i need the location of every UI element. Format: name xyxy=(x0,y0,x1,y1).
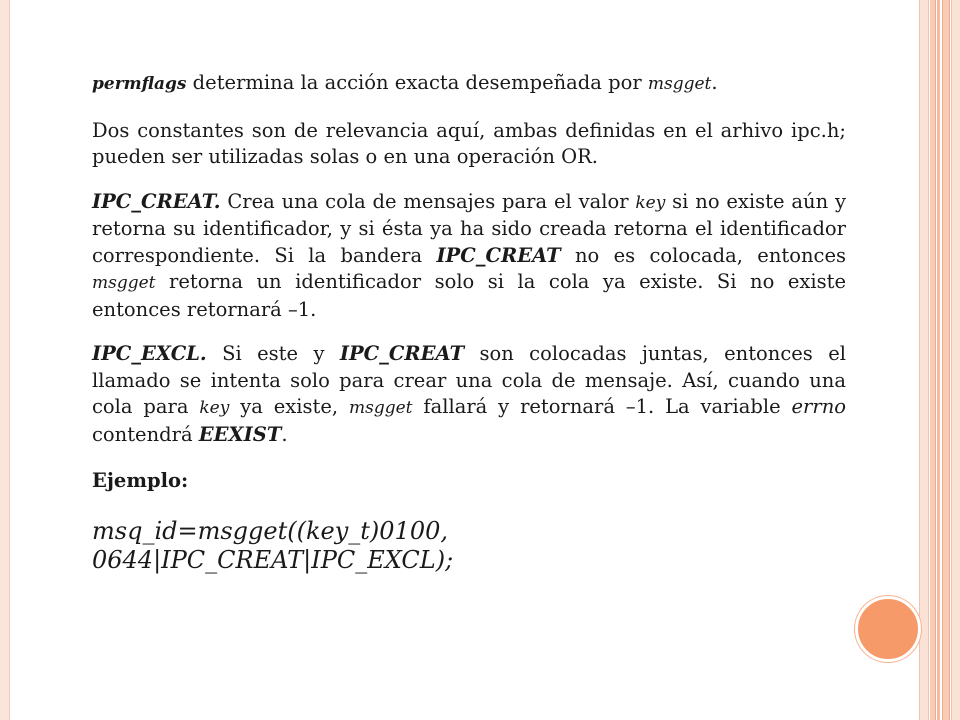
err-eexist: EEXIST xyxy=(198,422,282,446)
paragraph-permflags: permflags determina la acción exacta desempeñada por msgget. xyxy=(92,71,718,94)
func-msgget: msgget xyxy=(647,74,712,94)
decorative-circle xyxy=(855,596,921,662)
flag-ipc-creat: IPC_CREAT xyxy=(339,342,465,365)
paragraph-ipc-excl: IPC_EXCL. Si este y IPC_CREAT son colocadas juntas, entonces el llamado se intenta solo para crear una cola de mensaje. Así, cuando una cola para key ya existe, msgget fallará y retornará –1. La variable errno contendrá EEXIST. xyxy=(92,342,846,446)
func-msgget: msgget xyxy=(348,398,413,418)
example-label: Ejemplo: xyxy=(92,469,189,492)
paragraph-ipc-creat: IPC_CREAT. Crea una cola de mensajes para el valor key si no existe aún y retorna su identificador, y si ésta ya ha sido creada retorna el identificador correspondiente. Si la bandera IPC_CREAT no es colocada, entonces msgget retorna un identificador solo si la cola ya existe. Si no existe entonces retornará –1. xyxy=(92,189,846,321)
func-msgget: msgget xyxy=(92,273,156,293)
border-strip xyxy=(942,0,950,720)
left-border-decoration xyxy=(0,0,10,720)
border-strip xyxy=(930,0,936,720)
term-permflags: permflags xyxy=(92,74,187,94)
code-example xyxy=(92,517,846,575)
word-key: key xyxy=(199,398,230,418)
term-ipc-creat: IPC_CREAT. xyxy=(92,189,221,213)
flag-ipc-creat: IPC_CREAT xyxy=(436,243,561,267)
slide-content xyxy=(92,70,846,575)
code-line-1: msq_id=msgget((key_t)0100, xyxy=(92,516,448,545)
paragraph-constants: Dos constantes son de relevancia aquí, ambas definidas en el arhivo ipc.h; pueden ser utilizadas solas o en una operación OR. xyxy=(92,118,846,168)
border-strip xyxy=(937,0,940,720)
word-key: key xyxy=(635,192,666,213)
right-border-decoration xyxy=(919,0,960,720)
border-strip xyxy=(919,0,929,720)
var-errno: errno xyxy=(791,395,846,418)
code-line-2: 0644|IPC_CREAT|IPC_EXCL); xyxy=(92,545,454,574)
border-strip xyxy=(951,0,960,720)
term-ipc-excl: IPC_EXCL. xyxy=(92,342,207,365)
